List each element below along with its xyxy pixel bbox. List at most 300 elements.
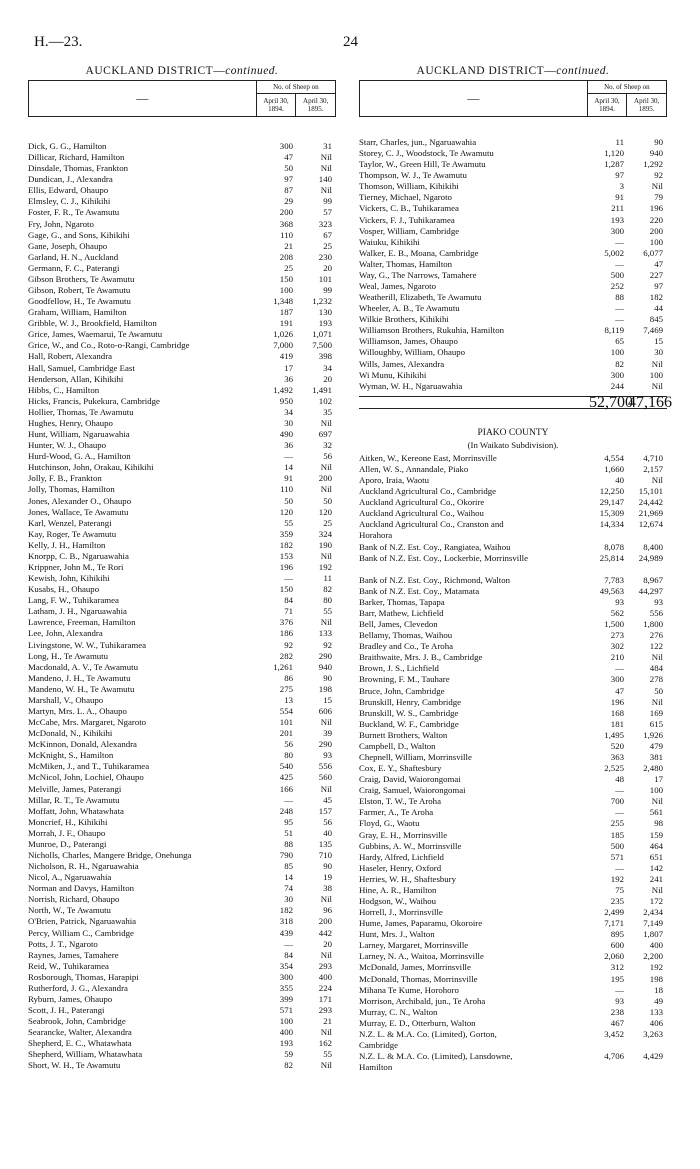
sheep-1895: 7,149 xyxy=(643,918,663,929)
sheep-1895: Nil xyxy=(320,185,332,196)
table-row xyxy=(359,1062,667,1073)
sheep-1894: 425 xyxy=(279,772,293,783)
sheep-1894: 7,000 xyxy=(273,340,293,351)
owner-name: Thompson, W. J., Te Awamutu xyxy=(359,170,467,181)
sheep-1894: 4,554 xyxy=(604,452,624,463)
sheep-1895: Nil xyxy=(651,380,663,391)
sheep-1894: 312 xyxy=(610,962,624,973)
sheep-1895: 100 xyxy=(649,785,663,796)
table-row xyxy=(359,996,667,1007)
sheep-1895: Nil xyxy=(651,652,663,663)
table-row xyxy=(28,540,336,551)
table-row xyxy=(359,1029,667,1040)
owner-name: Williamson Brothers, Rukuhia, Hamilton xyxy=(359,325,505,336)
sheep-1894: 36 xyxy=(284,373,293,384)
owner-name: Dinsdale, Thomas, Frankton xyxy=(28,163,129,174)
sheep-1895: 278 xyxy=(649,674,663,685)
table-row xyxy=(28,163,336,174)
owner-name: Starr, Charles, jun., Ngaruawahia xyxy=(359,137,477,147)
sheep-1894: 80 xyxy=(284,750,293,761)
table-row xyxy=(359,181,667,192)
sheep-1895: 224 xyxy=(318,982,332,993)
table-row xyxy=(28,784,336,795)
sheep-1894: 1,287 xyxy=(604,159,624,170)
sheep-1894: — xyxy=(615,258,624,269)
sheep-1895: Nil xyxy=(651,884,663,895)
table-row xyxy=(28,761,336,772)
owner-name: McMiken, J., and T., Tuhikaramea xyxy=(28,761,150,772)
table-row xyxy=(28,230,336,241)
owner-name: N.Z. L. & M.A. Co. (Limited), Lansdowne, xyxy=(359,1051,513,1062)
owner-name: Hughes, Henry, Ohaupo xyxy=(28,417,113,428)
sheep-1894: 273 xyxy=(610,630,624,641)
sheep-1894: 34 xyxy=(284,406,293,417)
table-row xyxy=(359,863,667,874)
sheep-1895: 2,200 xyxy=(643,951,663,962)
sheep-1895: 227 xyxy=(649,269,663,280)
table-row xyxy=(28,728,336,739)
owner-name: Burnett Brothers, Walton xyxy=(359,729,448,740)
sheep-1895: 30 xyxy=(654,347,663,358)
owner-name: Knorpp, C. B., Ngaruawahia xyxy=(28,550,129,561)
table-row xyxy=(28,961,336,972)
sheep-1894: 554 xyxy=(279,705,293,716)
table-row xyxy=(359,641,667,652)
sheep-1895 xyxy=(628,530,667,541)
sheep-count-group-header: No. of Sheep on xyxy=(587,81,666,94)
table-row xyxy=(28,451,336,462)
sheep-1895: Nil xyxy=(320,617,332,628)
sheep-1894: 30 xyxy=(284,894,293,905)
sheep-1895: 98 xyxy=(654,818,663,829)
owner-name: Hodgson, W., Waihou xyxy=(359,896,437,906)
table-row xyxy=(28,983,336,994)
sheep-1895: 615 xyxy=(649,718,663,729)
table-row xyxy=(359,215,667,226)
owner-name: Bank of N.Z. Est. Coy., Matamata xyxy=(359,585,480,596)
owner-name: Barker, Thomas, Tapapa xyxy=(359,596,445,607)
table-row xyxy=(28,518,336,529)
total-1894: 52,700 xyxy=(589,393,633,411)
owner-name: Storey, C. J., Woodstock, Te Awamutu xyxy=(359,148,494,159)
table-row xyxy=(359,663,667,674)
owner-name: Cox, E. Y., Shaftesbury xyxy=(359,763,442,774)
sheep-1895: 220 xyxy=(649,214,663,225)
sheep-1895: 2,434 xyxy=(643,907,663,918)
owner-name: Morrison, Archibald, jun., Te Aroha xyxy=(359,995,486,1006)
owner-name: Jolly, Thomas, Hamilton xyxy=(28,484,115,495)
sheep-1894 xyxy=(589,530,628,541)
table-row xyxy=(359,497,667,508)
sheep-count-group-header: No. of Sheep on xyxy=(256,81,335,94)
table-row xyxy=(28,861,336,872)
sheep-1894: 300 xyxy=(610,674,624,685)
sheep-1895: 56 xyxy=(323,816,332,827)
sheep-1894: 400 xyxy=(279,1027,293,1038)
table-row xyxy=(359,192,667,203)
sheep-1894: 300 xyxy=(279,141,293,151)
sheep-1895: Nil xyxy=(320,462,332,473)
sheep-1895: Nil xyxy=(651,696,663,707)
sheep-1894: 399 xyxy=(279,994,293,1005)
sheep-1895: 38 xyxy=(323,883,332,894)
owner-name: Moffatt, John, Whatawhata xyxy=(28,805,124,816)
owner-name: McDonald, N., Kihikihi xyxy=(28,728,113,739)
sheep-1894: 419 xyxy=(279,351,293,362)
sheep-1895: 31 xyxy=(323,141,332,151)
table-row xyxy=(359,708,667,719)
table-row xyxy=(28,141,336,152)
sheep-1894: 5,002 xyxy=(604,247,624,258)
table-row xyxy=(359,314,667,325)
sheep-1894: 196 xyxy=(279,561,293,572)
table-row xyxy=(28,152,336,163)
table-row xyxy=(28,473,336,484)
owner-name: Browning, F. M., Tauhare xyxy=(359,674,450,685)
sheep-1894: — xyxy=(615,663,624,674)
table-row xyxy=(28,795,336,806)
table-row xyxy=(28,484,336,495)
sheep-1895: 606 xyxy=(318,705,332,716)
owner-name: Henderson, Allan, Kihikihi xyxy=(28,373,124,384)
table-row xyxy=(359,347,667,358)
sheep-1895: 24,442 xyxy=(638,497,663,508)
sheep-1895: 3,263 xyxy=(643,1028,663,1039)
owner-name: Aitken, W., Kereone East, Morrinsville xyxy=(359,452,497,463)
owner-name: Dick, G. G., Hamilton xyxy=(28,141,107,151)
sheep-1894 xyxy=(589,1040,628,1051)
table-row xyxy=(28,894,336,905)
owner-name: Wyman, W. H., Ngaruawahia xyxy=(359,380,463,391)
sheep-1894: 368 xyxy=(279,218,293,229)
sheep-1895: 1,491 xyxy=(312,384,332,395)
sheep-1895: 290 xyxy=(318,650,332,661)
sheep-1895: 200 xyxy=(649,225,663,236)
owner-name: Hine, A. R., Hamilton xyxy=(359,884,437,895)
sheep-1895: 561 xyxy=(649,807,663,818)
table-row xyxy=(28,972,336,983)
owner-name: Hutchinson, John, Orakau, Kihikihi xyxy=(28,462,154,473)
sheep-1894: 201 xyxy=(279,728,293,739)
sheep-1894: 1,120 xyxy=(604,148,624,159)
sheep-1894: 571 xyxy=(610,851,624,862)
sheep-1894: 2,525 xyxy=(604,763,624,774)
table-row xyxy=(359,564,667,575)
sheep-1894: 50 xyxy=(284,163,293,174)
table-row xyxy=(28,507,336,518)
owner-name: North, W., Te Awamutu xyxy=(28,905,111,916)
sheep-1895: Nil xyxy=(651,181,663,192)
sheep-1894: 182 xyxy=(279,539,293,550)
sheep-1895: 2,480 xyxy=(643,763,663,774)
sheep-1895: 8,400 xyxy=(643,541,663,552)
sheep-1894: 500 xyxy=(610,840,624,851)
sheep-1895: 464 xyxy=(649,840,663,851)
table-row xyxy=(28,928,336,939)
sheep-1895: 1,807 xyxy=(643,929,663,940)
table-row xyxy=(28,806,336,817)
sheep-1895: 93 xyxy=(654,596,663,607)
table-row xyxy=(28,551,336,562)
table-row xyxy=(359,719,667,730)
table-row xyxy=(359,1007,667,1018)
table-row xyxy=(28,662,336,673)
table-row xyxy=(28,750,336,761)
sheep-1894: 359 xyxy=(279,528,293,539)
table-row xyxy=(28,241,336,252)
sheep-1894: 490 xyxy=(279,429,293,440)
sheep-1894: 2,499 xyxy=(604,907,624,918)
sheep-1894: 110 xyxy=(280,484,293,495)
sheep-1894: 186 xyxy=(279,628,293,639)
table-row xyxy=(28,573,336,584)
sheep-1895: 241 xyxy=(649,873,663,884)
sheep-1895: 192 xyxy=(649,962,663,973)
table-row xyxy=(28,717,336,728)
owner-name: Haseler, Henry, Oxford xyxy=(359,862,442,873)
owner-name: Bank of N.Z. Est. Coy., Richmond, Walton xyxy=(359,574,511,585)
sheep-1894: 82 xyxy=(284,1060,293,1071)
table-row xyxy=(28,939,336,950)
owner-name: Mandeno, J. H., Te Awamutu xyxy=(28,672,131,683)
owner-name: Wi Munu, Kihikihi xyxy=(359,369,427,380)
table-row xyxy=(28,595,336,606)
sheep-1895: 169 xyxy=(649,707,663,718)
sheep-1895: 1,800 xyxy=(643,619,663,630)
sheep-1895: 171 xyxy=(318,994,332,1005)
owner-name: Campbell, D., Walton xyxy=(359,740,436,751)
table-row xyxy=(359,170,667,181)
table-row xyxy=(359,985,667,996)
sheep-1894: 275 xyxy=(279,683,293,694)
sheep-1894: 211 xyxy=(611,203,624,214)
owner-name: Bruce, John, Cambridge xyxy=(359,685,445,696)
owner-name: Ellis, Edward, Ohaupo xyxy=(28,185,109,196)
table-row xyxy=(359,741,667,752)
table-row xyxy=(28,174,336,185)
owner-name: Martyn, Mrs. L. A., Ohaupo xyxy=(28,705,127,716)
table-row xyxy=(28,529,336,540)
sheep-1894: 700 xyxy=(610,796,624,807)
sheep-1895: 92 xyxy=(323,639,332,650)
sheep-1894: 238 xyxy=(610,1006,624,1017)
sheep-1895: Nil xyxy=(651,475,663,486)
sheep-1895: 100 xyxy=(649,369,663,380)
table-row xyxy=(359,730,667,741)
table-row xyxy=(28,883,336,894)
sheep-1895: Nil xyxy=(320,1060,332,1071)
table-row xyxy=(359,303,667,314)
owner-name: Walker, E. B., Moana, Cambridge xyxy=(359,247,479,258)
table-row xyxy=(28,418,336,429)
sheep-1895: 32 xyxy=(323,440,332,451)
sheep-1894: 248 xyxy=(279,805,293,816)
sheep-1895: 56 xyxy=(323,451,332,462)
sheep-1895: 93 xyxy=(323,750,332,761)
owner-name: Seabrook, John, Cambridge xyxy=(28,1016,126,1027)
sheep-1894: 14,334 xyxy=(599,519,624,530)
table-row xyxy=(359,370,667,381)
owner-name: Nicholson, R. H., Ngaruawahia xyxy=(28,861,139,872)
table-row xyxy=(28,994,336,1005)
table-row xyxy=(28,340,336,351)
sheep-1895: 34 xyxy=(323,362,332,373)
sheep-1895: 50 xyxy=(323,495,332,506)
owner-name: Herries, W. H., Shaftesbury xyxy=(359,873,456,884)
sheep-1894: 71 xyxy=(284,606,293,617)
owner-name: Murray, C. N., Walton xyxy=(359,1006,438,1017)
sheep-1895: Nil xyxy=(651,358,663,369)
sheep-1894: 1,492 xyxy=(273,384,293,395)
owner-name: Reid, W., Tuhikaramea xyxy=(28,960,109,971)
table-row xyxy=(28,363,336,374)
table-row xyxy=(359,597,667,608)
table-row xyxy=(28,817,336,828)
sheep-1895: 398 xyxy=(318,351,332,362)
table-row xyxy=(28,1005,336,1016)
table-row xyxy=(28,396,336,407)
year-1895-header: April 30, 1895. xyxy=(296,94,336,117)
sheep-1894: — xyxy=(615,785,624,796)
table-row xyxy=(359,907,667,918)
sheep-1894: 282 xyxy=(279,650,293,661)
sheep-1894: 97 xyxy=(284,174,293,185)
sheep-1894: 950 xyxy=(279,395,293,406)
sheep-1895: 44 xyxy=(654,303,663,314)
sheep-1894: 13 xyxy=(284,694,293,705)
sheep-1894: 51 xyxy=(284,827,293,838)
sheep-1894: 1,348 xyxy=(273,296,293,307)
table-row xyxy=(28,207,336,218)
owner-name: Cambridge xyxy=(359,1040,399,1051)
sheep-1894: 540 xyxy=(279,761,293,772)
table-row xyxy=(359,1040,667,1051)
table-row xyxy=(359,896,667,907)
sheep-1895: 556 xyxy=(649,607,663,618)
name-column-header: — xyxy=(29,81,257,117)
owner-name: Farmer, A., Te Aroha xyxy=(359,807,434,818)
sheep-1894: 300 xyxy=(610,225,624,236)
sheep-1894 xyxy=(589,564,628,575)
sheep-1895: 96 xyxy=(323,905,332,916)
sheep-1894: 439 xyxy=(279,927,293,938)
sheep-1895: 200 xyxy=(318,473,332,484)
owner-name: Brunskill, W. S., Cambridge xyxy=(359,707,459,718)
sheep-1895: 323 xyxy=(318,218,332,229)
sheep-1895: 198 xyxy=(318,683,332,694)
table-row xyxy=(28,429,336,440)
sheep-1894: 562 xyxy=(610,607,624,618)
sheep-1894: 8,119 xyxy=(604,325,624,336)
owner-name: Vosper, William, Cambridge xyxy=(359,225,460,236)
sheep-1894: 185 xyxy=(610,829,624,840)
sheep-1895: 4,710 xyxy=(643,452,663,463)
sheep-1895: 940 xyxy=(318,661,332,672)
table-row xyxy=(359,697,667,708)
table-row xyxy=(28,651,336,662)
table-row xyxy=(359,885,667,896)
sheep-1894: 100 xyxy=(279,285,293,296)
table-row xyxy=(359,796,667,807)
sheep-1895: 40 xyxy=(323,827,332,838)
sheep-1894: 1,026 xyxy=(273,329,293,340)
sheep-1894: 208 xyxy=(279,251,293,262)
sheep-1894: — xyxy=(615,862,624,873)
sheep-1895: 97 xyxy=(654,281,663,292)
sheep-1894: 318 xyxy=(279,916,293,927)
table-row xyxy=(359,807,667,818)
sheep-1894: 110 xyxy=(280,229,293,240)
owner-name: Karl, Wenzel, Paterangi xyxy=(28,517,112,528)
owner-name: Macdonald, A. V., Te Awamutu xyxy=(28,661,138,672)
sheep-1895: Nil xyxy=(320,152,332,163)
sheep-1895: 4,429 xyxy=(643,1051,663,1062)
sheep-1895: 15,101 xyxy=(638,486,663,497)
table-row xyxy=(359,630,667,641)
sheep-1895: 479 xyxy=(649,740,663,751)
sheep-1894: 59 xyxy=(284,1049,293,1060)
sheep-1894: 300 xyxy=(610,369,624,380)
table-row xyxy=(28,850,336,861)
sheep-1894: 55 xyxy=(284,517,293,528)
sheep-1894: 195 xyxy=(610,973,624,984)
table-row xyxy=(359,226,667,237)
owner-name: Gray, E. H., Morrinsville xyxy=(359,829,448,840)
table-row xyxy=(28,1016,336,1027)
sheep-1894: 1,500 xyxy=(604,619,624,630)
table-row xyxy=(359,486,667,497)
sheep-1894: 150 xyxy=(279,273,293,284)
table-row xyxy=(28,196,336,207)
table-row xyxy=(28,839,336,850)
table-row xyxy=(28,374,336,385)
table-row xyxy=(359,763,667,774)
table-row xyxy=(28,562,336,573)
sheep-1894: 181 xyxy=(610,718,624,729)
owner-name: Norrish, Richard, Ohaupo xyxy=(28,894,120,905)
table-row xyxy=(28,351,336,362)
sheep-1895: 67 xyxy=(323,229,332,240)
sheep-1894: 166 xyxy=(279,783,293,794)
sheep-1894: 571 xyxy=(279,1005,293,1016)
table-row xyxy=(359,818,667,829)
sheep-1894: 235 xyxy=(610,896,624,906)
owner-name: Barr, Mathew, Lichfield xyxy=(359,607,444,618)
sheep-1894: — xyxy=(615,236,624,247)
sheep-1895: 55 xyxy=(323,1049,332,1060)
table-row xyxy=(359,1018,667,1029)
sheep-1894: — xyxy=(615,314,624,325)
sheep-1895: Nil xyxy=(320,783,332,794)
sheep-1895: 290 xyxy=(318,739,332,750)
table-row xyxy=(359,292,667,303)
right-column xyxy=(359,62,672,1073)
table-row xyxy=(28,739,336,750)
owner-name: Horahora xyxy=(359,530,393,541)
table-row xyxy=(28,695,336,706)
right-owner-list xyxy=(359,137,667,392)
table-row xyxy=(359,475,667,486)
sheep-1895: 21,969 xyxy=(638,508,663,519)
table-row xyxy=(359,325,667,336)
sheep-1895: 172 xyxy=(649,896,663,906)
table-row xyxy=(359,148,667,159)
sheep-1895: 35 xyxy=(323,406,332,417)
sheep-1894: 153 xyxy=(279,550,293,561)
owner-name: Hollier, Thomas, Te Awamutu xyxy=(28,406,134,417)
owner-name: Hardy, Alfred, Lichfield xyxy=(359,851,444,862)
sheep-1894: — xyxy=(284,938,293,949)
